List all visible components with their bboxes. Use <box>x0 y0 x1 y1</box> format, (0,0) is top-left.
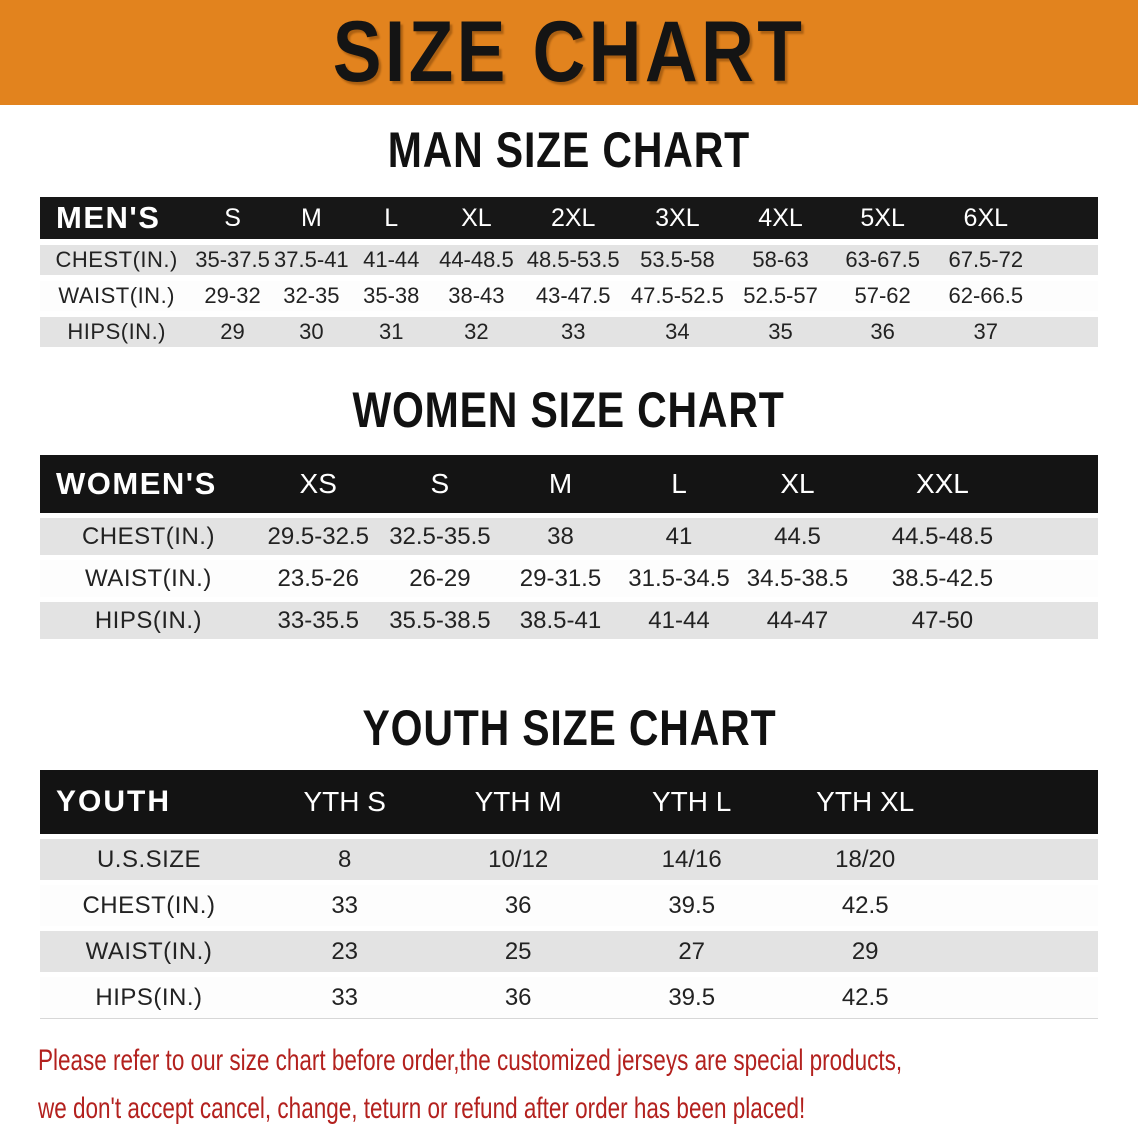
youth-table-label: YOUTH <box>40 770 258 837</box>
column-header: YTH M <box>431 770 605 837</box>
column-header: L <box>351 197 431 242</box>
spacer-cell <box>1038 314 1098 347</box>
size-cell: 25 <box>431 929 605 975</box>
size-cell: 39.5 <box>605 883 779 929</box>
size-cell: 41-44 <box>351 242 431 278</box>
spacer-cell <box>952 883 1098 929</box>
women-size-table <box>40 455 1098 639</box>
size-cell: 36 <box>831 314 934 347</box>
row-label: HIPS(IN.) <box>40 314 193 347</box>
column-header: 5XL <box>831 197 934 242</box>
size-cell: 41-44 <box>621 600 737 640</box>
column-header: L <box>621 455 737 516</box>
size-chart-banner <box>0 0 1138 105</box>
size-cell: 37.5-41 <box>272 242 351 278</box>
size-cell: 34.5-38.5 <box>737 558 858 600</box>
size-cell: 47-50 <box>858 600 1027 640</box>
spacer-cell <box>1027 600 1098 640</box>
column-header: 6XL <box>934 197 1038 242</box>
size-cell: 29 <box>778 929 952 975</box>
size-cell: 34 <box>625 314 730 347</box>
table-row <box>40 600 1098 640</box>
size-cell: 43-47.5 <box>521 278 625 314</box>
size-cell: 44-47 <box>737 600 858 640</box>
spacer-cell <box>952 770 1098 837</box>
disclaimer-line-1: Please refer to our size chart before order,the customized jerseys are special products, <box>38 1044 903 1077</box>
size-cell: 57-62 <box>831 278 934 314</box>
banner-title: SIZE CHART <box>332 4 806 100</box>
column-header: XXL <box>858 455 1027 516</box>
table-row <box>40 929 1098 975</box>
row-label: CHEST(IN.) <box>40 883 258 929</box>
women-header-row <box>40 455 1098 516</box>
size-cell: 23.5-26 <box>257 558 380 600</box>
disclaimer-note <box>38 1037 1138 1133</box>
size-cell: 44.5-48.5 <box>858 516 1027 558</box>
row-label: CHEST(IN.) <box>40 516 257 558</box>
size-cell: 38 <box>500 516 621 558</box>
column-header: YTH XL <box>778 770 952 837</box>
table-row <box>40 975 1098 1019</box>
size-cell: 33 <box>521 314 625 347</box>
men-section-heading-wrap <box>0 121 1138 179</box>
table-row <box>40 883 1098 929</box>
size-cell: 38.5-41 <box>500 600 621 640</box>
size-cell: 44.5 <box>737 516 858 558</box>
youth-section-heading-wrap <box>0 699 1138 757</box>
youth-header-row <box>40 770 1098 837</box>
column-header: M <box>272 197 351 242</box>
size-cell: 39.5 <box>605 975 779 1019</box>
column-header: 2XL <box>521 197 625 242</box>
size-cell: 29.5-32.5 <box>257 516 380 558</box>
size-cell: 35-37.5 <box>193 242 271 278</box>
size-cell: 32-35 <box>272 278 351 314</box>
size-cell: 26-29 <box>380 558 501 600</box>
column-header: YTH L <box>605 770 779 837</box>
table-row <box>40 278 1098 314</box>
size-cell: 63-67.5 <box>831 242 934 278</box>
column-header: XL <box>737 455 858 516</box>
size-cell: 33 <box>258 975 432 1019</box>
women-table-label: WOMEN'S <box>40 455 257 516</box>
table-row <box>40 314 1098 347</box>
youth-size-table <box>40 770 1098 1019</box>
size-cell: 29 <box>193 314 271 347</box>
size-cell: 41 <box>621 516 737 558</box>
men-table-label: MEN'S <box>40 197 193 242</box>
size-cell: 58-63 <box>730 242 832 278</box>
spacer-cell <box>1027 516 1098 558</box>
row-label: WAIST(IN.) <box>40 558 257 600</box>
spacer-cell <box>952 929 1098 975</box>
row-label: WAIST(IN.) <box>40 929 258 975</box>
spacer-cell <box>1038 197 1098 242</box>
size-cell: 42.5 <box>778 883 952 929</box>
table-row <box>40 837 1098 883</box>
size-cell: 35 <box>730 314 832 347</box>
size-cell: 62-66.5 <box>934 278 1038 314</box>
size-cell: 35-38 <box>351 278 431 314</box>
size-cell: 67.5-72 <box>934 242 1038 278</box>
row-label: HIPS(IN.) <box>40 975 258 1019</box>
size-cell: 8 <box>258 837 432 883</box>
row-label: CHEST(IN.) <box>40 242 193 278</box>
size-cell: 37 <box>934 314 1038 347</box>
column-header: M <box>500 455 621 516</box>
women-section-heading: WOMEN SIZE CHART <box>352 382 786 438</box>
size-cell: 23 <box>258 929 432 975</box>
size-cell: 36 <box>431 975 605 1019</box>
size-cell: 38.5-42.5 <box>858 558 1027 600</box>
size-cell: 18/20 <box>778 837 952 883</box>
size-cell: 30 <box>272 314 351 347</box>
size-cell: 33-35.5 <box>257 600 380 640</box>
size-cell: 32.5-35.5 <box>380 516 501 558</box>
size-cell: 14/16 <box>605 837 779 883</box>
spacer-cell <box>1038 278 1098 314</box>
size-cell: 47.5-52.5 <box>625 278 730 314</box>
column-header: XS <box>257 455 380 516</box>
disclaimer-line-2: we don't accept cancel, change, teturn or refund after order has been placed! <box>38 1092 806 1125</box>
size-cell: 38-43 <box>431 278 521 314</box>
column-header: S <box>193 197 271 242</box>
table-row <box>40 558 1098 600</box>
size-cell: 10/12 <box>431 837 605 883</box>
column-header: 3XL <box>625 197 730 242</box>
column-header: S <box>380 455 501 516</box>
size-cell: 42.5 <box>778 975 952 1019</box>
size-cell: 48.5-53.5 <box>521 242 625 278</box>
size-cell: 32 <box>431 314 521 347</box>
column-header: 4XL <box>730 197 832 242</box>
men-header-row <box>40 197 1098 242</box>
size-cell: 27 <box>605 929 779 975</box>
row-label: HIPS(IN.) <box>40 600 257 640</box>
size-cell: 29-31.5 <box>500 558 621 600</box>
spacer-cell <box>952 975 1098 1019</box>
size-cell: 52.5-57 <box>730 278 832 314</box>
column-header: XL <box>431 197 521 242</box>
women-section-heading-wrap <box>0 381 1138 439</box>
men-section-heading: MAN SIZE CHART <box>387 122 751 178</box>
size-cell: 31 <box>351 314 431 347</box>
men-size-table <box>40 197 1098 347</box>
spacer-cell <box>1027 558 1098 600</box>
column-header: YTH S <box>258 770 432 837</box>
size-cell: 29-32 <box>193 278 271 314</box>
row-label: U.S.SIZE <box>40 837 258 883</box>
size-cell: 31.5-34.5 <box>621 558 737 600</box>
spacer-cell <box>952 837 1098 883</box>
row-label: WAIST(IN.) <box>40 278 193 314</box>
size-cell: 36 <box>431 883 605 929</box>
size-cell: 33 <box>258 883 432 929</box>
spacer-cell <box>1027 455 1098 516</box>
size-cell: 44-48.5 <box>431 242 521 278</box>
table-row <box>40 242 1098 278</box>
youth-section-heading: YOUTH SIZE CHART <box>361 700 777 756</box>
spacer-cell <box>1038 242 1098 278</box>
table-row <box>40 516 1098 558</box>
size-cell: 53.5-58 <box>625 242 730 278</box>
size-cell: 35.5-38.5 <box>380 600 501 640</box>
